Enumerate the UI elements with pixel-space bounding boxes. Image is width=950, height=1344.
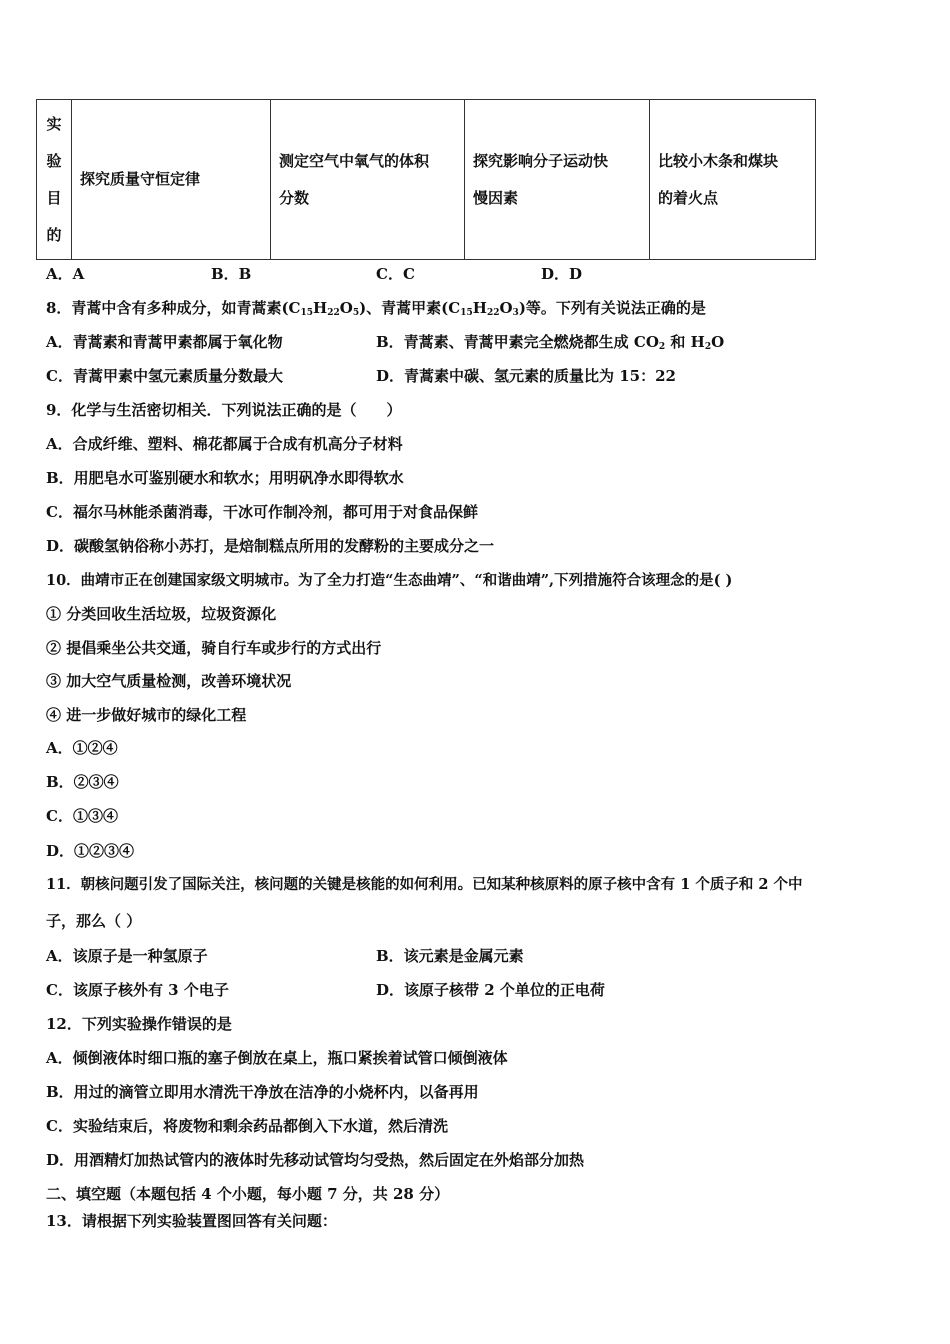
q10-item-3: ③ 加大空气质量检测，改善环境状况 bbox=[46, 672, 292, 690]
q10-option-c: C．①③④ bbox=[46, 807, 118, 825]
q10-stem: 10．曲靖市正在创建国家级文明城市。为了全力打造“生态曲靖”、“和谐曲靖”,下列措施符合该理念的是( ) bbox=[46, 572, 733, 589]
q8-option-d: D．青蒿素中碳、氢元素的质量比为 15：22 bbox=[376, 367, 676, 385]
table-header-cell: 实 验 目 的 bbox=[37, 100, 72, 260]
q11-option-b: B．该元素是金属元素 bbox=[376, 947, 524, 965]
q7-option-d: D．D bbox=[541, 265, 583, 283]
q12-option-a: A．倾倒液体时细口瓶的塞子倒放在桌上，瓶口紧挨着试管口倾倒液体 bbox=[46, 1049, 508, 1067]
q8-option-a: A．青蒿素和青蒿甲素都属于氧化物 bbox=[46, 333, 283, 351]
q11-option-c: C．该原子核外有 3 个电子 bbox=[46, 981, 229, 999]
section-heading: 二、填空题（本题包括 4 个小题，每小题 7 分，共 28 分） bbox=[46, 1185, 450, 1203]
table-cell-c: 探究影响分子运动快 慢因素 bbox=[465, 100, 650, 260]
q10-option-a: A．①②④ bbox=[46, 739, 118, 757]
q10-item-4: ④ 进一步做好城市的绿化工程 bbox=[46, 706, 247, 724]
q13-stem: 13．请根据下列实验装置图回答有关问题： bbox=[46, 1212, 337, 1230]
q9-option-b: B．用肥皂水可鉴别硬水和软水；用明矾净水即得软水 bbox=[46, 469, 404, 487]
q12-stem: 12．下列实验操作错误的是 bbox=[46, 1015, 232, 1033]
q8-option-c: C．青蒿甲素中氢元素质量分数最大 bbox=[46, 367, 283, 385]
q10-option-b: B．②③④ bbox=[46, 773, 119, 791]
q11-stem-line2: 子，那么（ ） bbox=[46, 912, 142, 930]
q9-option-d: D．碳酸氢钠俗称小苏打，是焙制糕点所用的发酵粉的主要成分之一 bbox=[46, 537, 495, 555]
q7-option-a: A．A bbox=[46, 265, 85, 283]
q11-stem-line1: 11．朝核问题引发了国际关注，核问题的关键是核能的如何利用。已知某种核原料的原子核中含有 1 个质子和 2 个中 bbox=[46, 876, 803, 893]
q7-option-b: B．B bbox=[211, 265, 252, 283]
q8-stem: 8．青蒿中含有多种成分，如青蒿素$(C_{15}H_{22}O_5)$、青蒿甲素$(C_{15}H_{22}O_3)$等。下列有关说法正确的是 bbox=[46, 299, 706, 318]
q12-option-b: B．用过的滴管立即用水清洗干净放在洁净的小烧杯内，以备再用 bbox=[46, 1083, 479, 1101]
q11-option-d: D．该原子核带 2 个单位的正电荷 bbox=[376, 981, 605, 999]
q12-option-d: D．用酒精灯加热试管内的液体时先移动试管均匀受热，然后固定在外焰部分加热 bbox=[46, 1151, 585, 1169]
q10-option-d: D．①②③④ bbox=[46, 842, 135, 860]
q7-option-c: C．C bbox=[376, 265, 415, 283]
experiment-purpose-table bbox=[36, 99, 816, 260]
q11-option-a: A．该原子是一种氢原子 bbox=[46, 947, 208, 965]
q9-option-a: A．合成纤维、塑料、棉花都属于合成有机高分子材料 bbox=[46, 435, 403, 453]
table-cell-a: 探究质量守恒定律 bbox=[72, 100, 271, 260]
q10-item-1: ① 分类回收生活垃圾，垃圾资源化 bbox=[46, 605, 277, 623]
q9-stem: 9．化学与生活密切相关．下列说法正确的是（ ） bbox=[46, 401, 402, 419]
table-cell-d: 比较小木条和煤块 的着火点 bbox=[650, 100, 816, 260]
q10-item-2: ② 提倡乘坐公共交通，骑自行车或步行的方式出行 bbox=[46, 639, 382, 657]
table-cell-b: 测定空气中氧气的体积 分数 bbox=[271, 100, 465, 260]
q9-option-c: C．福尔马林能杀菌消毒，干冰可作制冷剂，都可用于对食品保鲜 bbox=[46, 503, 478, 521]
q12-option-c: C．实验结束后，将废物和剩余药品都倒入下水道，然后清洗 bbox=[46, 1117, 448, 1135]
q8-option-b: B．青蒿素、青蒿甲素完全燃烧都生成 $CO_2$ 和 $H_2O$ bbox=[376, 333, 725, 352]
